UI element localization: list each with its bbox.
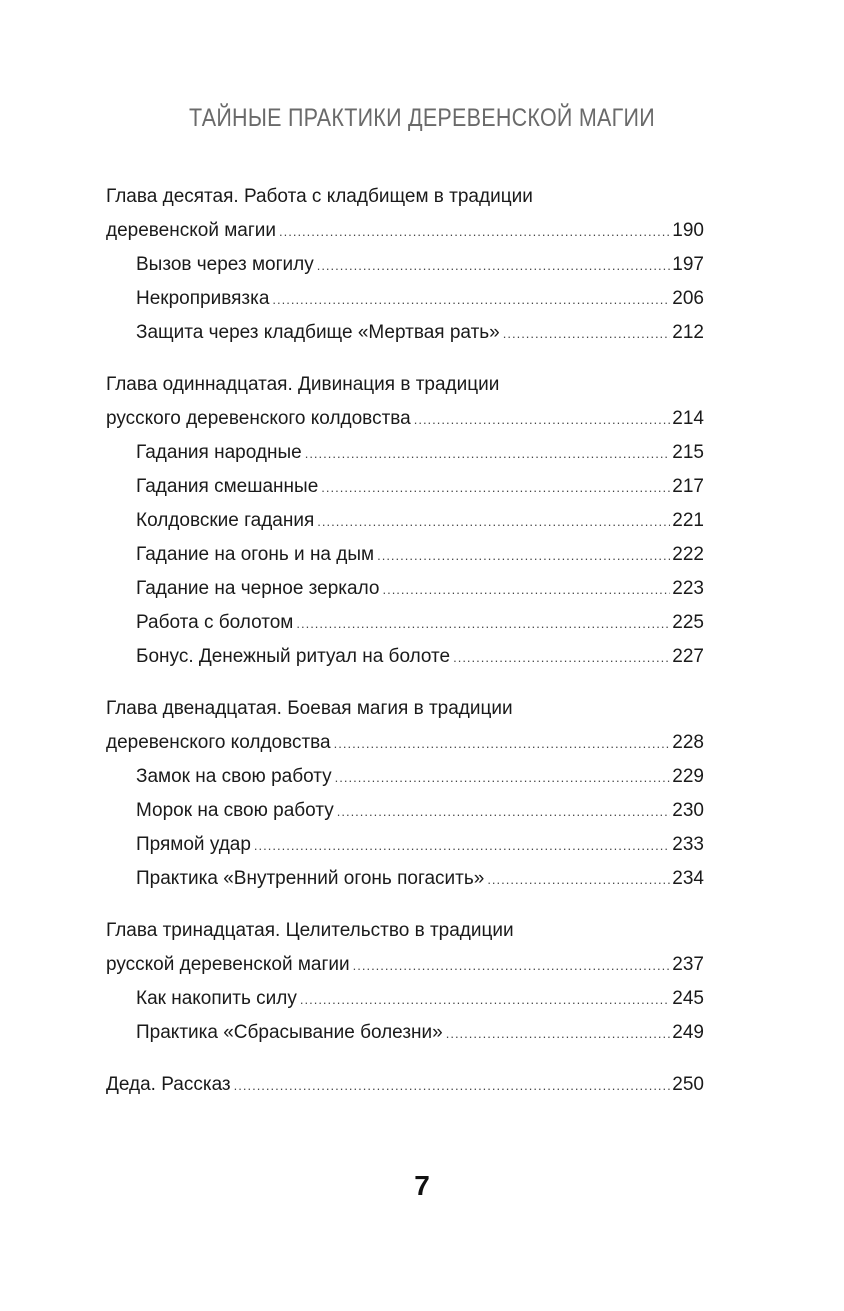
page-number: 217: [672, 476, 704, 497]
entry-label: Морок на свою работу: [136, 800, 334, 821]
dot-leader: [321, 471, 670, 505]
dot-leader: [335, 761, 671, 795]
entry-label: Вызов через могилу: [136, 254, 314, 275]
page-number-folio: 7: [414, 1170, 430, 1201]
page-number: 233: [672, 834, 704, 855]
entry-label: Замок на свою работу: [136, 766, 332, 787]
entry-label: Гадания народные: [136, 442, 302, 463]
toc-entry: [106, 862, 704, 896]
entry-label: Колдовские гадания: [136, 510, 315, 531]
entry-label: деревенского колдовства: [106, 732, 331, 753]
page-number: 214: [672, 408, 704, 429]
dot-leader: [254, 829, 670, 863]
chapter-13: [106, 914, 704, 1050]
toc-entry: [106, 316, 704, 350]
chapter-title-line: Глава тринадцатая. Целительство в традиции: [106, 920, 514, 941]
entry-label: деревенской магии: [106, 220, 276, 241]
toc-entry: [106, 640, 704, 674]
entry-label: Гадание на черное зеркало: [136, 578, 380, 599]
entry-label: Прямой удар: [136, 834, 251, 855]
toc-entry: [106, 538, 704, 572]
page-number: 227: [672, 646, 704, 667]
chapter-12: [106, 692, 704, 896]
dot-leader: [353, 949, 671, 983]
dot-leader: [317, 505, 670, 539]
entry-label: Работа с болотом: [136, 612, 294, 633]
toc-entry: [106, 982, 704, 1016]
dot-leader: [300, 983, 670, 1017]
dot-leader: [279, 215, 670, 249]
entry-label: Практика «Внутренний огонь погасить»: [136, 868, 485, 889]
toc-entry: [106, 282, 704, 316]
page-number: 230: [672, 800, 704, 821]
toc-entry: [106, 504, 704, 538]
entry-label: Деда. Рассказ: [106, 1074, 231, 1095]
section-gap: [106, 350, 704, 368]
dot-leader: [414, 403, 671, 437]
page-number: 215: [672, 442, 704, 463]
page-number: 237: [672, 954, 704, 975]
dot-leader: [317, 249, 671, 283]
dot-leader: [272, 283, 670, 317]
toc-entry: [106, 1016, 704, 1050]
entry-label: Некропривязка: [136, 288, 270, 309]
page-number: 206: [672, 288, 704, 309]
page-number: 190: [672, 220, 704, 241]
chapter-10: [106, 180, 704, 350]
entry-label: Практика «Сбрасывание болезни»: [136, 1022, 443, 1043]
chapter-title-line: Глава одиннадцатая. Дивинация в традиции: [106, 374, 500, 395]
toc-entry: [106, 760, 704, 794]
dot-leader: [382, 573, 670, 607]
page-number: 221: [672, 510, 704, 531]
dot-leader: [296, 607, 670, 641]
page-number: 249: [672, 1022, 704, 1043]
dot-leader: [337, 795, 671, 829]
toc-entry: [106, 794, 704, 828]
section-gap: [106, 1050, 704, 1068]
page-number: 212: [672, 322, 704, 343]
dot-leader: [487, 863, 670, 897]
entry-label: Гадание на огонь и на дым: [136, 544, 375, 565]
dot-leader: [377, 539, 670, 573]
chapter-title-entry: [106, 214, 704, 248]
section-gap: [106, 674, 704, 692]
toc-entry: [106, 572, 704, 606]
page-number: 245: [672, 988, 704, 1009]
chapter-title-line: Глава десятая. Работа с кладбищем в традиции: [106, 186, 533, 207]
toc-entry: [106, 248, 704, 282]
toc-entry: [106, 828, 704, 862]
running-head: ТАЙНЫЕ ПРАКТИКИ ДЕРЕВЕНСКОЙ МАГИИ: [189, 104, 655, 132]
entry-label: русской деревенской магии: [106, 954, 350, 975]
toc-entry: [106, 606, 704, 640]
dot-leader: [334, 727, 671, 761]
entry-label: Защита через кладбище «Мертвая рать»: [136, 322, 500, 343]
dot-leader: [305, 437, 671, 471]
toc-entry: [106, 470, 704, 504]
entry-label: русского деревенского колдовства: [106, 408, 411, 429]
table-of-contents: [106, 180, 704, 1102]
page-number: 234: [672, 868, 704, 889]
chapter-title-entry: [106, 402, 704, 436]
page-number: 228: [672, 732, 704, 753]
chapter-title-line: Глава двенадцатая. Боевая магия в традиции: [106, 698, 513, 719]
toc-entry-final: [106, 1068, 704, 1102]
chapter-title-entry: [106, 726, 704, 760]
entry-label: Гадания смешанные: [136, 476, 319, 497]
dot-leader: [234, 1069, 671, 1103]
entry-label: Как накопить силу: [136, 988, 297, 1009]
chapter-11: [106, 368, 704, 674]
toc-entry: [106, 436, 704, 470]
page-number: 223: [672, 578, 704, 599]
page-number: 222: [672, 544, 704, 565]
dot-leader: [503, 317, 671, 351]
dot-leader: [446, 1017, 671, 1051]
page-number: 250: [672, 1074, 704, 1095]
page-number: 229: [672, 766, 704, 787]
entry-label: Бонус. Денежный ритуал на болоте: [136, 646, 451, 667]
dot-leader: [453, 641, 670, 675]
section-gap: [106, 896, 704, 914]
page-number: 225: [672, 612, 704, 633]
page-number: 197: [672, 254, 704, 275]
chapter-title-entry: [106, 948, 704, 982]
